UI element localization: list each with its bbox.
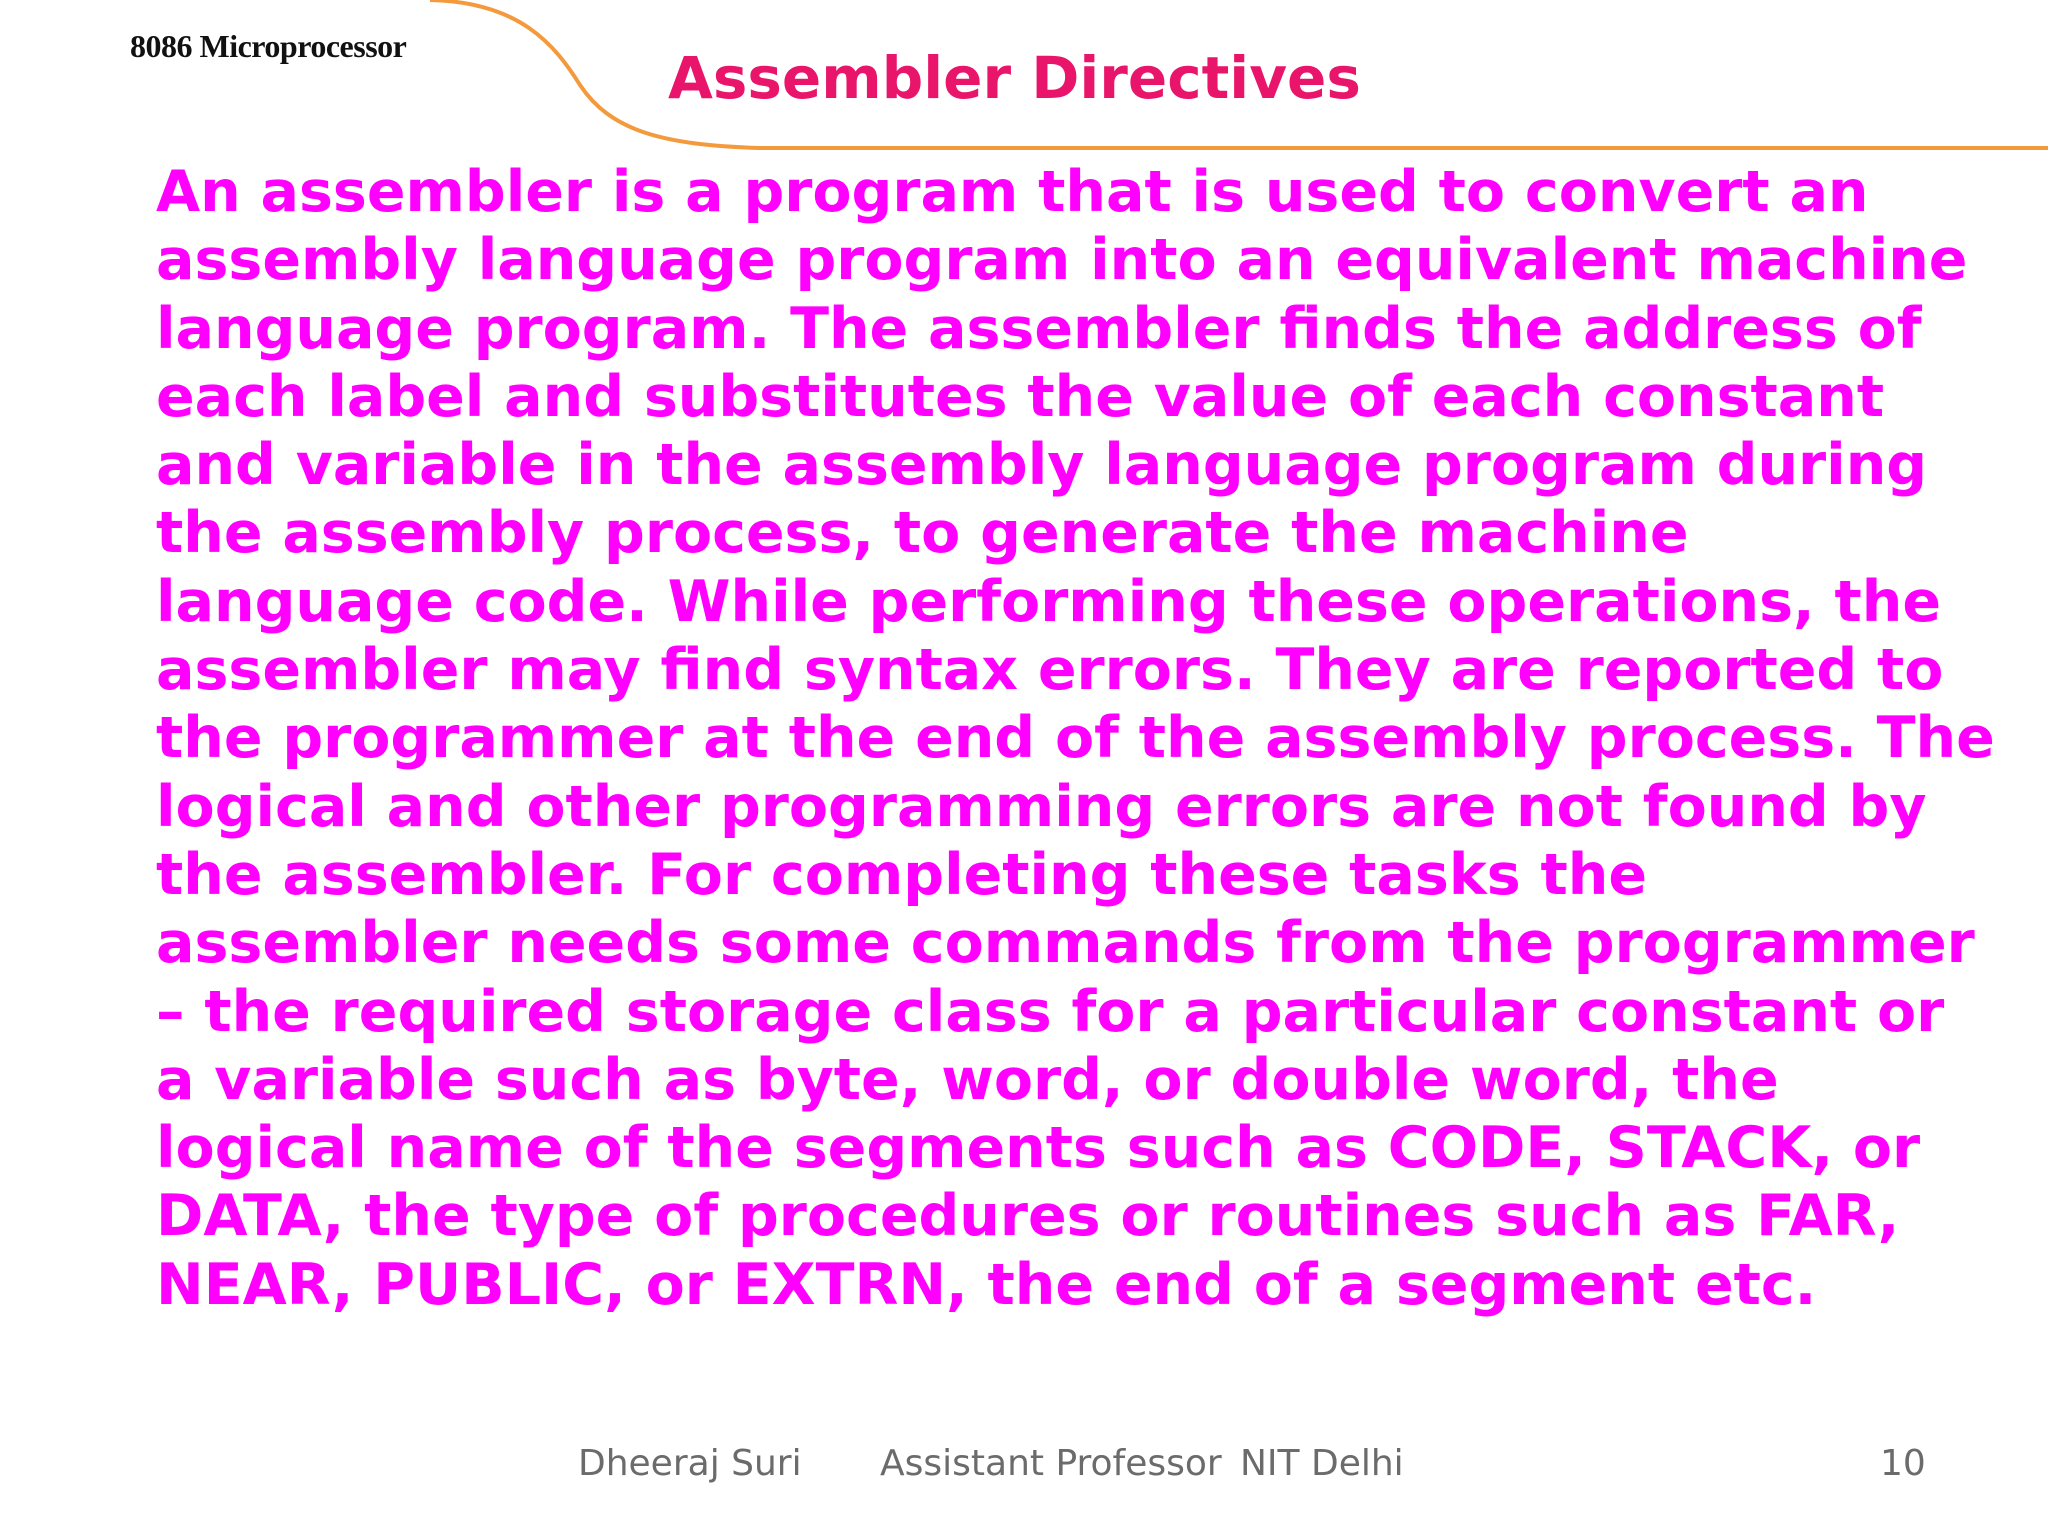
body-line: a variable such as byte, word, or double word, the: [156, 1046, 1779, 1113]
body-line: DATA, the type of procedures or routines such as FAR,: [156, 1183, 1900, 1250]
body-line: the assembler. For completing these tasks the: [156, 841, 1647, 908]
body-line: each label and substitutes the value of each constant: [156, 363, 1885, 430]
body-line: assembler needs some commands from the programmer: [156, 910, 1975, 977]
body-line: language code. While performing these operations, the: [156, 568, 1942, 635]
body-line: assembly language program into an equivalent machine: [156, 227, 1968, 294]
body-line: – the required storage class for a particular constant or: [156, 978, 1945, 1045]
body-line: assembler may find syntax errors. They are reported to: [156, 637, 1944, 704]
body-line: logical name of the segments such as CODE, STACK, or: [156, 1115, 1921, 1182]
body-line: NEAR, PUBLIC, or EXTRN, the end of a segment etc.: [156, 1251, 1817, 1318]
body-line: the programmer at the end of the assembly process. The: [156, 705, 1995, 772]
footer-author: Dheeraj Suri: [578, 1443, 802, 1484]
body-line: and variable in the assembly language program during: [156, 432, 1928, 499]
body-line: the assembly process, to generate the machine: [156, 500, 1689, 567]
body-line: language program. The assembler finds the address of: [156, 295, 1922, 362]
footer-role: Assistant Professor: [880, 1443, 1222, 1484]
footer-institution: NIT Delhi: [1240, 1443, 1404, 1484]
course-label: 8086 Microprocessor: [130, 28, 407, 64]
slide-title: Assembler Directives: [668, 44, 1361, 112]
body-line: An assembler is a program that is used to convert an: [156, 159, 1869, 225]
body-paragraph: [156, 158, 2036, 1319]
page-number: 10: [1880, 1443, 1926, 1484]
body-line: logical and other programming errors are not found by: [156, 773, 1927, 840]
